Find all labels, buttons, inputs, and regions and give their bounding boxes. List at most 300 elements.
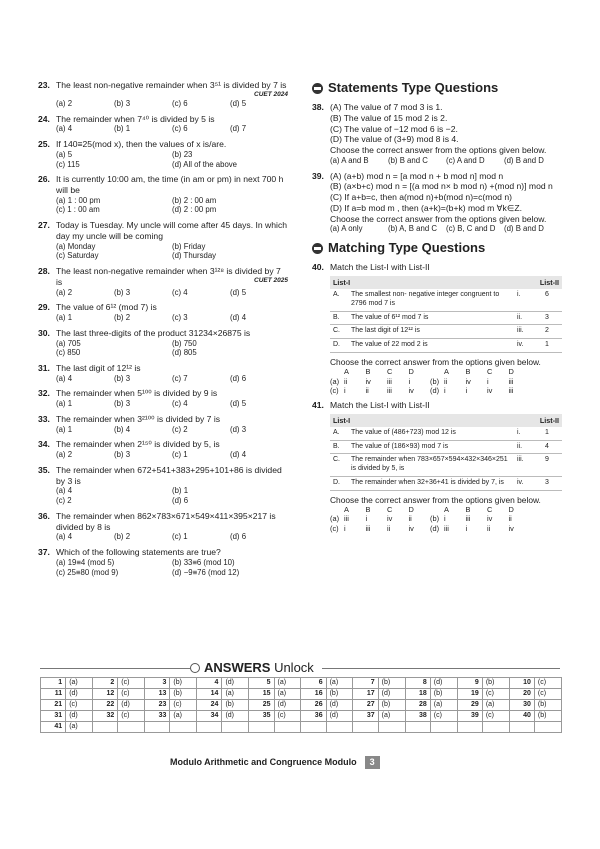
grid-cell: ii [387, 523, 391, 533]
answer-number: 9 [457, 678, 482, 689]
question-header [38, 80, 288, 99]
answer-row [41, 722, 562, 733]
answer-number: 23 [145, 700, 170, 711]
grid-cell: iv [408, 523, 414, 533]
answer-value: (d) [222, 711, 249, 722]
grid-cell: iii [508, 376, 514, 386]
question-number: 28. [38, 266, 50, 277]
option: (b) 4 [114, 424, 131, 434]
answer-number: 31 [41, 711, 66, 722]
question-number: 33. [38, 413, 50, 424]
answer-number: 11 [41, 689, 66, 700]
grid-cell: (b) [430, 514, 440, 524]
answer-number: 30 [509, 700, 534, 711]
option: (d) All of the above [172, 159, 238, 169]
answer-value: (a) [378, 711, 405, 722]
options-list [56, 450, 288, 460]
answer-value: (b) [430, 689, 457, 700]
statement: (A) (a+b) mod n = [a mod n + b mod n] mod n [330, 170, 504, 181]
question-header [38, 363, 288, 374]
answers-title: ANSWERS Unlock [204, 660, 314, 675]
options-list [56, 486, 288, 505]
question-26 [38, 174, 288, 215]
answer-value: (d) [66, 711, 93, 722]
answer-value: (a) [274, 678, 301, 689]
options-list [56, 124, 288, 134]
answer-value: (b) [170, 689, 197, 700]
question-number: 37. [38, 547, 50, 558]
question-header [38, 328, 288, 339]
answer-number [249, 722, 274, 733]
answer-number: 19 [457, 689, 482, 700]
answer-value [274, 722, 301, 733]
answer-number: 21 [41, 700, 66, 711]
grid-cell: (c) [330, 523, 339, 533]
question-24 [38, 114, 288, 134]
option: (c) Saturday [56, 251, 99, 261]
answer-number: 24 [197, 700, 222, 711]
question-header [312, 102, 562, 156]
question-number: 36. [38, 510, 50, 521]
option: (d) 3 [230, 424, 247, 434]
grid-cell: iii [387, 376, 392, 386]
answer-value: (b) [222, 700, 249, 711]
option: (d) 5 [230, 98, 247, 108]
answer-number: 36 [301, 711, 326, 722]
grid-cell: ii [444, 376, 448, 386]
grid-cell: iii [365, 523, 371, 533]
answer-option-grid [330, 367, 530, 395]
option: (a) 4 [56, 124, 73, 134]
option: (d) B and D [504, 224, 544, 234]
option: (c) 25≡80 (mod 9) [56, 567, 119, 577]
answer-value [534, 722, 561, 733]
arrow-bullet-icon [312, 83, 323, 94]
matching-table [330, 414, 562, 491]
answer-value: (b) [482, 678, 509, 689]
answer-row [41, 700, 562, 711]
divider-line [322, 668, 560, 669]
table-cell: B. [330, 440, 348, 454]
grid-cell: iv [408, 385, 414, 395]
statement: (D) The value of (3+9) mod 8 is 4. [330, 134, 459, 145]
question-number: 32. [38, 388, 50, 399]
question-text: It is currently 10:00 am, the time (in am or pm) in next 700 h will be [56, 174, 284, 195]
options-list [56, 374, 288, 384]
option: (b) 3 [114, 399, 131, 409]
question-number: 25. [38, 139, 50, 150]
grid-cell: ii [487, 523, 491, 533]
answer-number [457, 722, 482, 733]
answer-value [326, 722, 353, 733]
question-37 [38, 547, 288, 577]
grid-cell: iii [387, 385, 392, 395]
table-cell: The value of 22 mod 2 is [348, 339, 514, 353]
option: (c) 115 [56, 159, 80, 169]
question-header [38, 174, 288, 195]
question-header [38, 439, 288, 450]
statement: (A) The value of 7 mod 3 is 1. [330, 102, 443, 113]
statement: (C) The value of −12 mod 6 is −2. [330, 123, 458, 134]
option: (a) 5 [56, 149, 73, 159]
question-38 [312, 102, 562, 165]
matching-section-title [312, 240, 562, 256]
options-list [56, 339, 288, 358]
answer-value: (a) [66, 678, 93, 689]
answer-value: (d) [430, 678, 457, 689]
option: (c) 850 [56, 348, 81, 358]
option: (b) B and C [388, 155, 428, 165]
statement: (B) (a×b+c) mod n = [(a mod n× b mod n) +(mod n)] mod n [330, 181, 553, 192]
grid-cell: i [487, 376, 489, 386]
answer-value: (c) [534, 678, 561, 689]
grid-cell: iv [508, 523, 514, 533]
option: (a) 2 [56, 287, 73, 297]
option: (d) 4 [230, 313, 247, 323]
option: (a) 1 [56, 424, 73, 434]
option: (d) 5 [230, 287, 247, 297]
grid-cell: C [387, 367, 393, 377]
question-36 [38, 511, 288, 542]
answer-number: 35 [249, 711, 274, 722]
answer-value: (a) [222, 689, 249, 700]
option: (d) 7 [230, 124, 247, 134]
option: (a) 705 [56, 338, 81, 348]
options-list [56, 150, 288, 169]
answer-number: 32 [93, 711, 118, 722]
answer-value: (a) [326, 678, 353, 689]
answer-number: 29 [457, 700, 482, 711]
grid-cell: i [444, 514, 446, 524]
grid-cell: ii [365, 385, 369, 395]
table-cell: The value of (186×93) mod 7 is [348, 440, 514, 454]
grid-cell: (a) [330, 376, 340, 386]
answer-value: (c) [430, 711, 457, 722]
answer-number: 6 [301, 678, 326, 689]
answer-value: (a) [482, 700, 509, 711]
grid-cell: iii [444, 523, 449, 533]
answer-number: 20 [509, 689, 534, 700]
grid-cell: ii [344, 376, 348, 386]
answer-value [170, 722, 197, 733]
grid-cell: D [408, 367, 414, 377]
grid-cell: iii [465, 514, 471, 524]
question-text: The last three-digits of the product 31234×26875 is [56, 327, 251, 338]
grid-cell: (b) [430, 376, 440, 386]
option: (c) 4 [172, 399, 188, 409]
answer-value: (a) [170, 711, 197, 722]
option: (b) 2 : 00 am [172, 195, 217, 205]
statement: (D) If a=b mod m , then (a+k)=(b+k) mod m ∀k∈Z. [330, 202, 522, 213]
answer-value: (b) [378, 678, 405, 689]
table-cell: The last digit of 12¹² is [348, 325, 514, 339]
answer-number: 17 [353, 689, 378, 700]
grid-cell: i [344, 385, 346, 395]
grid-cell: B [365, 505, 371, 515]
prompt-text: Choose the correct answer from the options given below. [330, 213, 547, 224]
option: (b) Friday [172, 241, 206, 251]
option: (b) A, B and C [388, 224, 437, 234]
question-header [38, 302, 288, 313]
answer-row [41, 678, 562, 689]
answer-number [93, 722, 118, 733]
table-cell: 3 [542, 311, 562, 325]
question-text: The least non-negative remainder when 3¹²⁸ is divided by 7 is CUET 2025 [56, 266, 288, 287]
answers-header [40, 660, 560, 676]
question-text: Today is Tuesday. My uncle will come after 45 days. In which day my uncle will be coming [56, 220, 288, 241]
question-28 [38, 266, 288, 297]
option: (d) 5 [230, 399, 247, 409]
prompt-text: Choose the correct answer from the options given below. [330, 494, 541, 505]
answer-number: 7 [353, 678, 378, 689]
list-1-header: List-I [330, 276, 514, 289]
grid-cell: (c) [330, 385, 339, 395]
option: (a) 4 [56, 373, 73, 383]
table-cell: ii. [514, 311, 542, 325]
option: (b) 3 [114, 450, 131, 460]
question-text: Which of the following statements are true? [56, 547, 221, 558]
right-column [312, 80, 562, 538]
table-cell: The smallest non- negative integer congruent to 2796 mod 7 is [348, 289, 514, 311]
table-cell: iv. [514, 476, 542, 490]
answer-value: (d) [378, 689, 405, 700]
question-number: 27. [38, 220, 50, 231]
options-list [56, 99, 288, 109]
option: (c) 2 [172, 424, 188, 434]
arrow-bullet-icon [312, 243, 323, 254]
answer-number: 28 [405, 700, 430, 711]
table-cell: 3 [542, 476, 562, 490]
answer-value: (d) [222, 678, 249, 689]
grid-cell: A [444, 367, 449, 377]
answer-number: 3 [145, 678, 170, 689]
question-text: Match the List-I with List-II [330, 400, 430, 411]
question-text: The value of 6¹² (mod 7) is [56, 302, 157, 313]
question-number: 23. [38, 80, 50, 90]
question-40 [312, 262, 562, 395]
answer-value: (a) [430, 700, 457, 711]
answer-row [41, 711, 562, 722]
answer-value [430, 722, 457, 733]
answer-number: 33 [145, 711, 170, 722]
table-cell: iii. [514, 454, 542, 477]
left-column [38, 80, 288, 582]
answer-number: 34 [197, 711, 222, 722]
answer-number [405, 722, 430, 733]
answer-number [509, 722, 534, 733]
option: (c) 4 [172, 287, 188, 297]
question-number: 26. [38, 174, 50, 185]
list-2-header: List-II [514, 414, 562, 427]
grid-cell: i [344, 523, 346, 533]
question-header [38, 114, 288, 125]
option: (d) 6 [230, 532, 247, 542]
question-25 [38, 139, 288, 169]
question-number: 30. [38, 327, 50, 338]
answer-number: 12 [93, 689, 118, 700]
answer-value: (c) [66, 700, 93, 711]
question-number: 24. [38, 113, 50, 124]
answer-value: (d) [118, 700, 145, 711]
answer-number: 2 [93, 678, 118, 689]
question-number: 35. [38, 464, 50, 475]
question-text: The remainder when 2¹⁵⁰ is divided by 5, is [56, 439, 220, 450]
matching-table [330, 276, 562, 353]
options-list [56, 242, 288, 261]
options-list [56, 532, 288, 542]
grid-cell: D [508, 367, 514, 377]
answer-option-grid [330, 505, 530, 533]
grid-cell: iv [387, 514, 393, 524]
options-list [56, 288, 288, 298]
question-number: 41. [312, 400, 324, 411]
table-cell: D. [330, 339, 348, 353]
section-title: Statements Type Questions [328, 80, 499, 95]
grid-cell: iv [487, 514, 493, 524]
options-list [330, 156, 562, 166]
grid-cell: (d) [430, 385, 440, 395]
option: (a) A only [330, 224, 363, 234]
option: (b) 1 [172, 486, 189, 496]
table-cell: The remainder when 783×657×594×432×346×251 is divided by 5, is [348, 454, 514, 477]
answer-value: (c) [482, 711, 509, 722]
option: (a) 1 [56, 399, 73, 409]
answer-value [482, 722, 509, 733]
table-header-row [330, 414, 562, 427]
question-33 [38, 414, 288, 434]
question-text: The remainder when 862×783×671×549×411×395×217 is divided by 8 is [56, 510, 276, 532]
table-cell: 9 [542, 454, 562, 477]
question-31 [38, 363, 288, 383]
option: (c) 7 [172, 373, 188, 383]
option: (c) 1 : 00 am [56, 205, 100, 215]
question-number: 29. [38, 302, 50, 313]
grid-cell: iii [508, 385, 514, 395]
question-header [38, 139, 288, 150]
table-cell: The value of (486+723) mod 12 is [348, 427, 514, 440]
option: (a) 1 [56, 313, 73, 323]
answer-number: 41 [41, 722, 66, 733]
table-cell: 6 [542, 289, 562, 311]
grid-cell: i [408, 376, 411, 386]
table-row [330, 440, 562, 454]
exam-tag: CUET 2025 [254, 276, 288, 284]
prompt-text: Choose the correct answer from the options given below. [330, 356, 541, 367]
question-32 [38, 388, 288, 408]
option: (b) 2 [114, 313, 131, 323]
statement: (B) The value of 15 mod 2 is 2. [330, 112, 448, 123]
question-header [38, 547, 288, 558]
question-30 [38, 328, 288, 358]
option: (d) B and D [504, 155, 544, 165]
answer-value: (b) [326, 689, 353, 700]
question-35 [38, 465, 288, 506]
table-cell: B. [330, 311, 348, 325]
answer-number: 13 [145, 689, 170, 700]
answer-number: 18 [405, 689, 430, 700]
table-cell: C. [330, 325, 348, 339]
question-text: The last digit of 12¹² is [56, 363, 141, 374]
question-header [38, 414, 288, 425]
statements [330, 171, 562, 225]
option: (d) −9≡76 (mod 12) [172, 567, 240, 577]
option: (b) 750 [172, 338, 197, 348]
option: (c) 1 [172, 450, 188, 460]
question-number: 40. [312, 262, 324, 273]
answer-number: 38 [405, 711, 430, 722]
option: (a) Monday [56, 241, 96, 251]
answer-value: (c) [170, 700, 197, 711]
grid-cell: D [508, 505, 514, 515]
table-row [330, 427, 562, 440]
answer-number [353, 722, 378, 733]
answer-number [301, 722, 326, 733]
option: (b) 3 [114, 98, 131, 108]
grid-cell: ii [508, 514, 512, 524]
question-text: The remainder when 3²¹⁰⁰ is divided by 7 is [56, 413, 221, 424]
question-34 [38, 439, 288, 459]
table-cell: i. [514, 427, 542, 440]
grid-cell: iii [344, 514, 349, 524]
grid-cell [430, 505, 444, 514]
grid-cell [330, 367, 344, 376]
grid-cell: C [487, 505, 493, 515]
table-cell: i. [514, 289, 542, 311]
answer-value: (d) [274, 700, 301, 711]
question-number: 38. [312, 102, 324, 113]
answer-value: (b) [170, 678, 197, 689]
grid-cell: i [465, 385, 468, 395]
answer-number: 39 [457, 711, 482, 722]
table-cell: 1 [542, 427, 562, 440]
question-41 [312, 400, 562, 533]
question-header [38, 388, 288, 399]
option: (b) 2 [114, 532, 131, 542]
grid-cell: (a) [330, 514, 340, 524]
question-number: 31. [38, 363, 50, 374]
list-2-header: List-II [514, 276, 562, 289]
option: (c) 1 [172, 532, 188, 542]
table-row [330, 454, 562, 477]
answer-value: (c) [118, 711, 145, 722]
question-number: 39. [312, 170, 324, 181]
answer-number: 4 [197, 678, 222, 689]
question-29 [38, 302, 288, 322]
grid-cell [330, 505, 344, 514]
answer-number [197, 722, 222, 733]
option: (b) 1 [114, 124, 131, 134]
option: (a) 2 [56, 98, 73, 108]
answer-value: (d) [66, 689, 93, 700]
question-text: If 140≡25(mod x), then the values of x is/are. [56, 139, 227, 150]
grid-cell: D [408, 505, 414, 515]
answer-number: 16 [301, 689, 326, 700]
answer-number: 37 [353, 711, 378, 722]
question-header [312, 262, 562, 273]
table-cell: D. [330, 476, 348, 490]
page-number: 3 [365, 756, 380, 769]
answer-number: 5 [249, 678, 274, 689]
table-cell: A. [330, 427, 348, 440]
grid-cell: B [465, 505, 471, 515]
grid-cell: iv [365, 376, 371, 386]
options-list [56, 425, 288, 435]
options-list [56, 313, 288, 323]
option: (d) 2 : 00 pm [172, 205, 217, 215]
question-text: Match the List-I with List-II [330, 262, 430, 273]
question-header [38, 511, 288, 532]
question-header [312, 400, 562, 411]
